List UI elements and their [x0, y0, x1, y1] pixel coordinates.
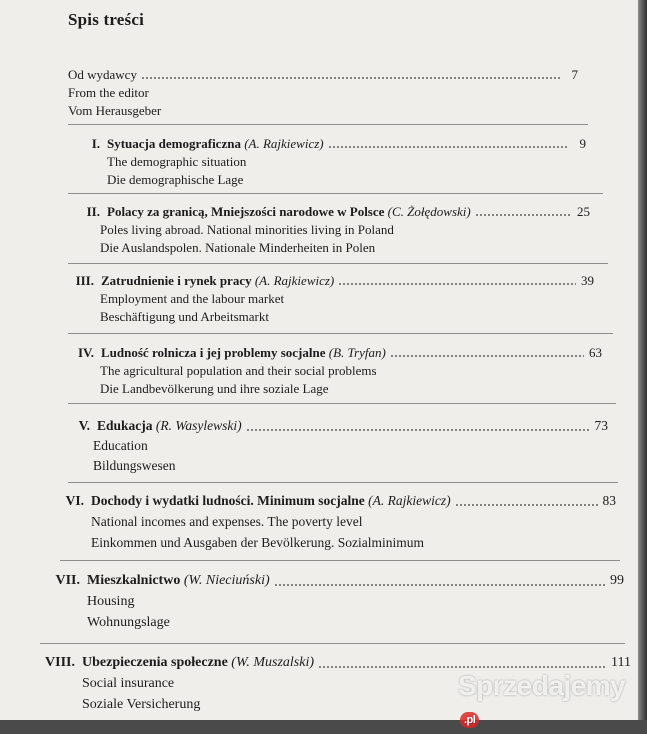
- dot-leader: [338, 282, 576, 286]
- toc-entry-author: (A. Rajkiewicz): [244, 136, 324, 151]
- toc-entry-chapter-7: [50, 570, 624, 633]
- toc-entry-author: (W. Nieciuński): [183, 573, 270, 588]
- toc-entry-head: [74, 416, 608, 436]
- toc-entry-chapter-1: [78, 135, 586, 189]
- toc-entry-title: Od wydawcy: [68, 67, 137, 82]
- page-edge-shadow: [638, 0, 647, 720]
- toc-entry-page: 83: [602, 493, 616, 508]
- toc-subline: Social insurance: [82, 676, 175, 691]
- watermark-text: Sprzedajemy: [458, 670, 626, 701]
- chapter-number: VII.: [55, 573, 80, 588]
- toc-entry-title: Ludność rolnicza i jej problemy socjalne: [101, 345, 326, 360]
- toc-entry-chapter-5: [74, 416, 608, 476]
- dot-leader: [246, 428, 590, 432]
- watermark-logo: [458, 670, 638, 734]
- toc-subline: Die Landbevölkerung und ihre soziale Lage: [100, 381, 329, 396]
- toc-entry-head: [70, 272, 594, 290]
- toc-subline: Employment and the labour market: [100, 291, 285, 306]
- divider: [68, 193, 603, 194]
- toc-subline: Soziale Versicherung: [82, 697, 201, 712]
- toc-entry-page: 63: [589, 345, 602, 360]
- toc-subline: Housing: [87, 594, 135, 609]
- chapter-number: IV.: [77, 345, 94, 360]
- toc-entry-head: [50, 570, 624, 591]
- toc-entry-editor: [68, 66, 578, 120]
- toc-entry-title: Edukacja: [97, 418, 153, 433]
- toc-subline: The demographic situation: [107, 154, 247, 169]
- toc-subline: The agricultural population and their social problems: [100, 363, 377, 378]
- chapter-number: III.: [75, 273, 94, 288]
- toc-subline: Bildungswesen: [93, 458, 176, 473]
- divider: [68, 403, 616, 404]
- dot-leader: [274, 583, 606, 587]
- chapter-number: VIII.: [45, 655, 75, 670]
- page-title: Spis treści: [68, 10, 145, 29]
- toc-subline: Vom Herausgeber: [68, 103, 162, 118]
- toc-entry-chapter-6: [62, 490, 616, 553]
- dot-leader: [328, 145, 568, 149]
- toc-entry-head: [78, 203, 590, 221]
- dot-leader: [141, 76, 560, 80]
- toc-entry-author: (C. Żołędowski): [387, 204, 471, 219]
- toc-entry-title: Polacy za granicą, Mniejszości narodowe w Polsce: [107, 204, 385, 219]
- toc-entry-author: (A. Rajkiewicz): [254, 273, 335, 288]
- toc-entry-chapter-2: [78, 203, 590, 257]
- toc-subline: Wohnungslage: [87, 615, 170, 630]
- divider: [60, 560, 620, 561]
- toc-entry-page: 39: [581, 273, 594, 288]
- toc-entry-page: 25: [577, 204, 590, 219]
- toc-subline: National incomes and expenses. The poverty level: [91, 514, 363, 529]
- divider: [68, 124, 588, 125]
- divider: [68, 333, 613, 334]
- toc-entry-title: Zatrudnienie i rynek pracy: [101, 273, 252, 288]
- divider: [68, 263, 608, 264]
- toc-entry-head: [70, 344, 602, 362]
- toc-entry-author: (B. Tryfan): [328, 345, 386, 360]
- dot-leader: [390, 354, 584, 358]
- toc-subline: Poles living abroad. National minorities living in Poland: [100, 222, 394, 237]
- toc-subline: Die Auslandspolen. Nationale Minderheiten in Polen: [100, 240, 376, 255]
- watermark-badge: .pl: [460, 712, 479, 728]
- toc-entry-title: Ubezpieczenia społeczne: [82, 655, 228, 670]
- divider: [40, 643, 625, 644]
- toc-entry-author: (A. Rajkiewicz): [368, 493, 451, 508]
- toc-entry-chapter-3: [70, 272, 594, 326]
- dot-leader: [455, 503, 598, 507]
- toc-entry-page: 111: [611, 655, 631, 670]
- toc-entry-author: (W. Muszalski): [231, 655, 314, 670]
- toc-entry-author: (R. Wasylewski): [155, 418, 242, 433]
- toc-entry-head: [62, 490, 616, 511]
- chapter-number: II.: [86, 204, 100, 219]
- chapter-number: V.: [78, 418, 90, 433]
- toc-subline: Die demographische Lage: [107, 172, 244, 187]
- toc-entry-page: 9: [579, 136, 586, 151]
- dot-leader: [475, 213, 572, 217]
- toc-subline: Einkommen und Ausgaben der Bevölkerung. Sozialminimum: [91, 535, 424, 550]
- divider: [68, 482, 618, 483]
- toc-entry-head: [78, 135, 586, 153]
- toc-entry-title: Dochody i wydatki ludności. Minimum socjalne: [91, 493, 365, 508]
- toc-entry-chapter-4: [70, 344, 602, 398]
- toc-subline: From the editor: [68, 85, 149, 100]
- toc-subline: Beschäftigung und Arbeitsmarkt: [100, 309, 269, 324]
- chapter-number: I.: [91, 136, 100, 151]
- toc-entry-page: 99: [610, 573, 624, 588]
- toc-subline: Education: [93, 438, 148, 453]
- toc-entry-title: Sytuacja demograficzna: [107, 136, 241, 151]
- toc-entry-page: 7: [571, 67, 578, 82]
- toc-entry-page: 73: [594, 418, 608, 433]
- chapter-number: VI.: [65, 493, 84, 508]
- dot-leader: [318, 665, 607, 669]
- toc-entry-title: Mieszkalnictwo: [87, 573, 181, 588]
- toc-entry-head: [68, 66, 578, 84]
